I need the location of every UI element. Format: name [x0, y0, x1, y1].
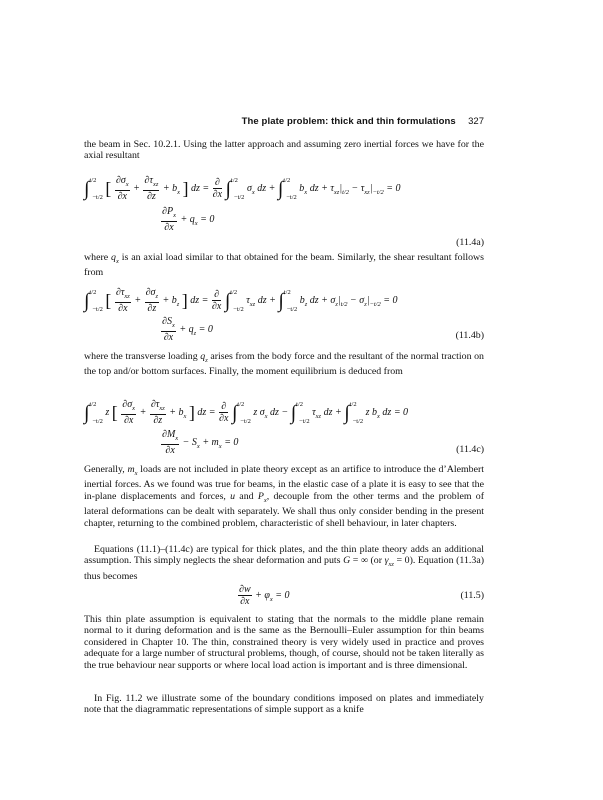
paragraph-general: Generally, $m_x$ loads are not included in plate theory except as an artifice to introduce the d’Alembert inertial forces. As we found was true for beams, in the elastic case of a plate it is easy to see that the in-plane displacements and forces, u and $P_x$, decouple from the other terms and the problem of lateral deformations can be dealt with separately. We shall thus only consider bending in the present chapter, returning to the combined problem, characteristic of shell behaviour, in later chapters. [84, 464, 484, 529]
equation-11-4c-number-row [84, 444, 484, 464]
paragraph-thin-plate: Equations (11.1)–(11.4c) are typical for thick plates, and the thin plate theory adds an additional assumption. This simply neglects the shear deformation and puts G = ∞ (or $\gamma_{xz} = 0$). Equation (11.3a) thus becomes [84, 544, 484, 582]
paragraph-boundary-conditions: In Fig. 11.2 we illustrate some of the boundary conditions imposed on plates and immediately note that the diagrammatic representations of simple support as a knife [84, 693, 484, 716]
paragraph-moment-intro: where the transverse loading $q_z$ arises from the body force and the resultant of the normal traction on the top and/or bottom surfaces. Finally, the moment equilibrium is deduced from [84, 351, 484, 378]
equation-number-11-5: (11.5) [460, 590, 484, 601]
equation-number-11-4a: (11.4a) [456, 237, 484, 248]
equation-11-4c-line1: ∫$^{t/2}_{-t/2}$ z [ $\frac{\partial\sigma_x}{\partial x}$ + $\frac{\partial\tau_{xz}}{\partial z}$ + $b_x$ ] dz = $\frac{\partial}{\partial x}$ ∫$^{t/2}_{-t/2}$ z $\sigma_x$ dz − ∫$^{t/2}_{-t/2}$ $\tau_{xz}$ dz + ∫$^{t/2}_{-t/2}$ z $b_x$ dz = 0 [84, 399, 409, 426]
equation-11-5: $\frac{\partial w}{\partial x}$ + $\varphi_x = 0$ (11.5) [239, 584, 484, 607]
equation-11-4a-line2: $\frac{\partial P_x}{\partial x}$ + $q_x = 0$ [162, 206, 215, 233]
equation-11-4c-line2: $\frac{\partial M_x}{\partial x}$ − $S_x + m_x = 0$ [162, 429, 239, 456]
running-header [84, 116, 484, 127]
equation-number-11-4c: (11.4c) [456, 444, 484, 455]
paragraph-axial-intro: the beam in Sec. 10.2.1. Using the latter approach and assuming zero inertial forces we have for the axial resultant [84, 139, 484, 162]
paragraph-shear-intro: where $q_x$ is an axial load similar to that obtained for the beam. Similarly, the shear resultant follows from [84, 252, 485, 279]
equation-11-4b-line2: $\frac{\partial S_x}{\partial x}$ + $q_z = 0$ [162, 316, 213, 343]
equation-11-4a-line1: ∫$^{t/2}_{-t/2}$ [ $\frac{\partial\sigma_x}{\partial x}$ + $\frac{\partial\tau_{xz}}{\partial z}$ + $b_x$ ] dz = $\frac{\partial}{\partial x}$ ∫$^{t/2}_{-t/2}$ $\sigma_x$ dz + ∫$^{t/2}_{-t/2}$ $b_x$ dz + $\tau_{xz}|_{t/2} - \tau_{xz}|_{-t/2} = 0$ [84, 175, 401, 202]
page-number: 327 [468, 116, 484, 127]
header-title: The plate problem: thick and thin formulations [241, 116, 456, 127]
equation-11-4b-number-row [84, 330, 484, 350]
equation-number-11-4b: (11.4b) [455, 330, 484, 341]
equation-11-4b-line1: ∫$^{t/2}_{-t/2}$ [ $\frac{\partial\tau_{xz}}{\partial x}$ + $\frac{\partial\sigma_z}{\partial z}$ + $b_z$ ] dz = $\frac{\partial}{\partial x}$ ∫$^{t/2}_{-t/2}$ $\tau_{xz}$ dz + ∫$^{t/2}_{-t/2}$ $b_z$ dz + $\sigma_z|_{t/2} - \sigma_z|_{-t/2} = 0$ [84, 287, 398, 314]
paragraph-bernoulli-euler: This thin plate assumption is equivalent to stating that the normals to the middle plane remain normal to it during deformation and is the same as the Bernoulli–Euler assumption for thin beams considered in Chapter 10. The thin, constrained theory is very widely used in practice and proves adequate for a large number of structural problems, though, of course, should not be taken literally as the true behaviour near supports or where local load action is important and is three dimensional. [84, 614, 484, 671]
